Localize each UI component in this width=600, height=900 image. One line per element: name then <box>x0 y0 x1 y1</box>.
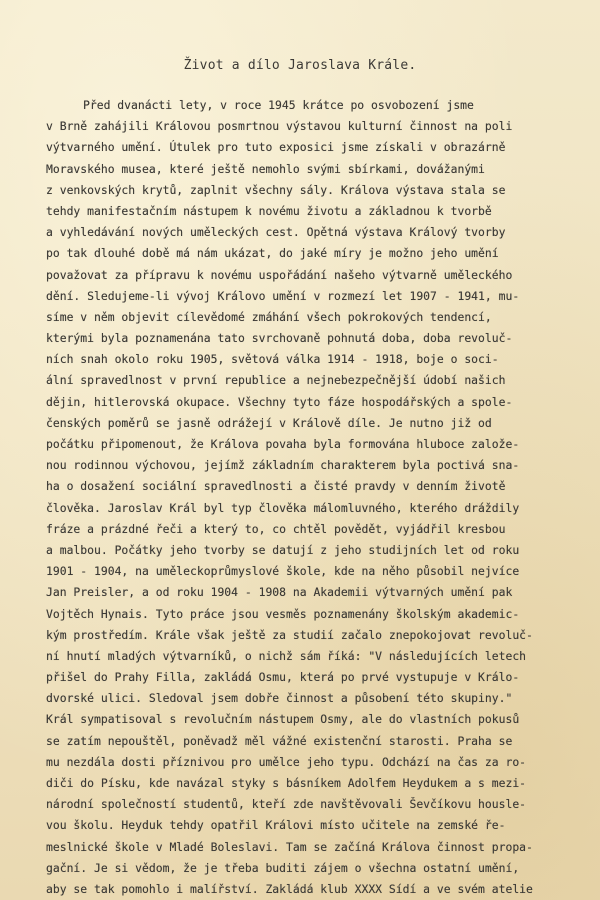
text-line: výtvarného umění. Útulek pro tuto exposici jsme získali v obrazárně <box>46 140 506 155</box>
text-line: aby se tak pomohlo i malířství. Zakládá klub XXXX Sídí a ve svém atelie <box>46 881 533 896</box>
text-line: nou rodinnou výchovou, jejímž základním charakterem byla poctivá sna- <box>46 458 520 473</box>
text-line: z venkovských krytů, zaplnit všechny sály. Králova výstava stala se <box>46 182 506 197</box>
text-line: 1901 - 1904, na uměleckoprůmyslové škole, kde na něho působil nejvíce <box>46 564 520 579</box>
document-body <box>46 95 600 900</box>
text-line: ních snah okolo roku 1905, světová válka 1914 - 1918, boje o soci- <box>46 352 499 367</box>
text-line: kým prostředím. Krále však ještě za studií začalo znepokojovat revoluč- <box>46 627 533 642</box>
document-title: Život a dílo Jaroslava Krále. <box>183 58 417 73</box>
text-line: člověka. Jaroslav Král byl typ člověka málomluvného, kterého dráždily <box>46 500 520 515</box>
text-line: dějin, hitlerovská okupace. Všechny tyto fáze hospodářských a spole- <box>46 394 513 409</box>
text-line: přišel do Prahy Filla, zakládá Osmu, která po prvé vystupuje v Králo- <box>46 670 520 685</box>
text-line: vou školu. Heyduk tehdy opatřil Královi místo učitele na zemské ře- <box>46 818 506 833</box>
text-line: Jan Preisler, a od roku 1904 - 1908 na Akademii výtvarných umění pak <box>46 585 513 600</box>
text-line: národní společností studentů, kteří zde navštěvovali Ševčíkovu housle- <box>46 797 527 812</box>
text-line: po tak dlouhé době má nám ukázat, do jaké míry je možno jeho umění <box>46 246 499 261</box>
text-line: Moravského musea, které ještě nemohlo svými sbírkami, dovážanými <box>46 161 485 176</box>
text-line: ní hnutí mladých výtvarníků, o nichž sám říká: "V následujících letech <box>46 648 527 663</box>
text-line: počátku připomenout, že Králova povaha byla formována hluboce založe- <box>46 437 520 451</box>
text-line: tehdy manifestačním nástupem k novému životu a základnou k tvorbě <box>46 203 492 218</box>
text-line: mu nezdála dosti příznivou pro umělce jeho typu. Odchází na čas za ro- <box>46 754 527 769</box>
text-line: gační. Je si vědom, že je třeba buditi zájem o všechna ostatní umění, <box>46 860 520 875</box>
text-line: ha o dosažení sociální spravedlnosti a čisté pravdy v denním životě <box>46 479 506 494</box>
text-line: čenských poměrů se jasně odrážejí v Králově díle. Je nutno již od <box>46 415 492 430</box>
text-line: v Brně zahájili Královou posmrtnou výstavou kulturní činnost na poli <box>46 119 513 134</box>
text-line: dění. Sledujeme-li vývoj Královo umění v rozmezí let 1907 - 1941, mu- <box>46 288 520 303</box>
text-line: ální spravedlnost v první republice a nejnebezpečnější údobí našich <box>46 373 506 388</box>
text-line: síme v něm objevit cílevědomé zmáhání všech pokrokových tendencí, <box>46 309 492 324</box>
text-line: a vyhledávání nových uměleckých cest. Opětná výstava Králový tvorby <box>46 225 506 240</box>
text-line: se zatím nepouštěl, poněvadž měl vážné existenční starosti. Praha se <box>46 733 513 748</box>
text-line: fráze a prázdné řeči a který to, co chtěl povědět, vyjádřil kresbou <box>46 521 506 536</box>
text-line: považovat za přípravu k novému uspořádání našeho výtvarně uměleckého <box>46 267 513 282</box>
text-line: meslnické škole v Mladé Boleslavi. Tam se začíná Králova činnost propa- <box>46 839 533 854</box>
text-line: Před dvanácti lety, v roce 1945 krátce po osvobození jsme <box>83 98 474 112</box>
text-line: Král sympatisoval s revolučním nástupem Osmy, ale do vlastních pokusů <box>46 712 520 727</box>
text-line: diči do Písku, kde navázal styky s básníkem Adolfem Heydukem a s mezi- <box>46 776 527 790</box>
text-line: dvorské ulici. Sledoval jsem dobře činnost a působení této skupiny." <box>46 691 513 706</box>
text-line: Vojtěch Hynais. Tyto práce jsou vesměs poznamenány školským akademic- <box>46 606 520 621</box>
text-line: kterými byla poznamenána tato svrchovaně pohnutá doba, doba revoluč- <box>46 331 513 346</box>
text-line: a malbou. Počátky jeho tvorby se datují z jeho studijních let od roku <box>46 542 520 557</box>
